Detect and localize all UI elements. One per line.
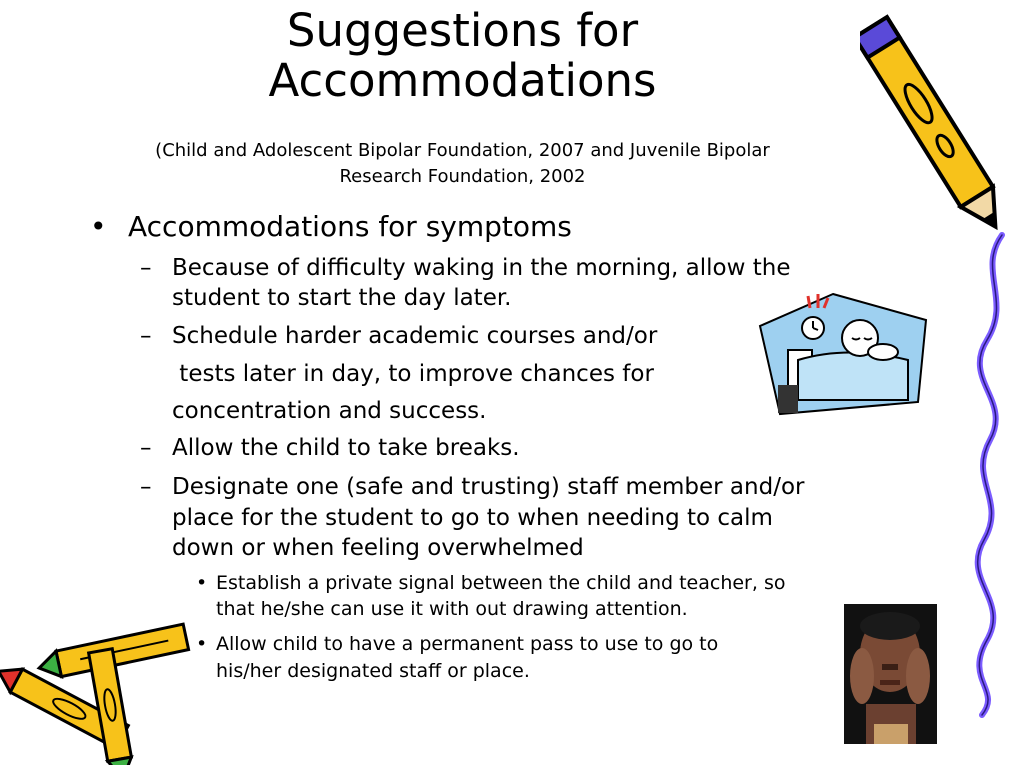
- pencils-clipart-icon: [0, 605, 208, 765]
- item-4-line-2: place for the student to go to when needing to calm: [172, 505, 773, 531]
- item-1-line-1: Because of difficulty waking in the morning, allow the: [172, 255, 791, 281]
- item-3-line-1: Allow the child to take breaks.: [172, 435, 520, 461]
- sleeping-child-clipart-icon: [758, 290, 930, 418]
- citation-line-1: (Child and Adolescent Bipolar Foundation, 2007 and Juvenile Bipolar: [155, 140, 770, 161]
- item-2-dash: –: [140, 323, 152, 349]
- item-1-line-2: student to start the day later.: [172, 285, 512, 311]
- title-line-2: Accommodations: [268, 54, 657, 107]
- item-4-line-1: Designate one (safe and trusting) staff member and/or: [172, 474, 805, 500]
- level1-text: Accommodations for symptoms: [128, 210, 572, 243]
- item-3-dash: –: [140, 435, 152, 461]
- level1-bullet: •: [90, 210, 107, 243]
- item-2-line-2: tests later in day, to improve chances for: [172, 361, 654, 387]
- subitem-1-bullet: •: [196, 572, 208, 594]
- subitem-1-line-2: that he/she can use it with out drawing attention.: [216, 598, 688, 620]
- item-4-dash: –: [140, 474, 152, 500]
- citation-line-2: Research Foundation, 2002: [339, 166, 586, 187]
- item-2-line-3: concentration and success.: [172, 398, 487, 424]
- item-1-dash: –: [140, 255, 152, 281]
- subitem-2-line-1: Allow child to have a permanent pass to use to go to: [216, 633, 719, 655]
- item-4-line-3: down or when feeling overwhelmed: [172, 535, 584, 561]
- title-line-1: Suggestions for: [286, 4, 639, 57]
- item-2-line-1: Schedule harder academic courses and/or: [172, 323, 658, 349]
- subitem-2-line-2: his/her designated staff or place.: [216, 660, 530, 682]
- stressed-man-photo: [844, 604, 937, 744]
- purple-squiggle-icon: [972, 230, 1017, 720]
- subitem-1-line-1: Establish a private signal between the child and teacher, so: [216, 572, 786, 594]
- pencil-clipart-icon: [860, 0, 1000, 245]
- subitem-2-bullet: •: [196, 633, 208, 655]
